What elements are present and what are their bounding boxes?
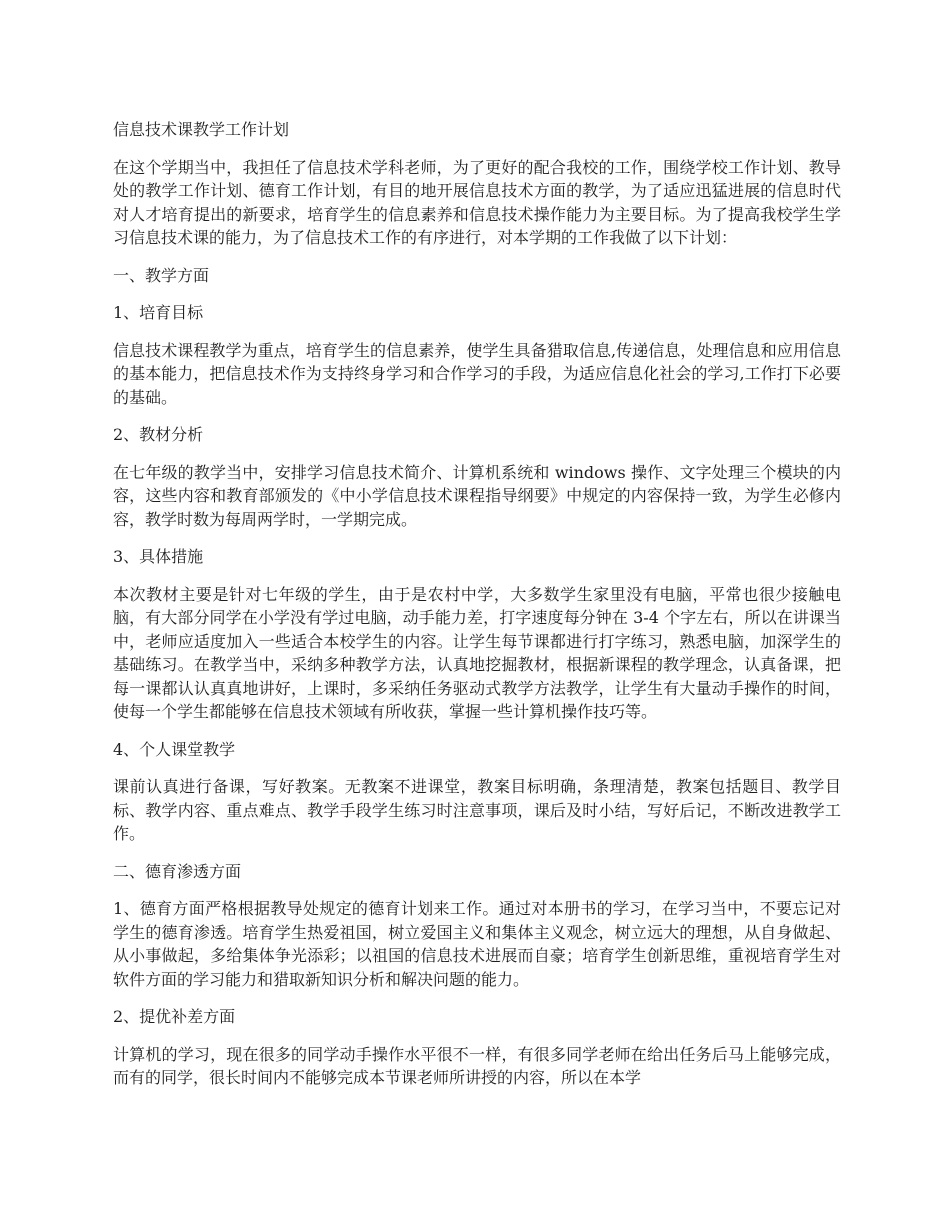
improvement-paragraph: 计算机的学习，现在很多的同学动手操作水平很不一样，有很多同学老师在给出任务后马上能够完成，而有的同学，很长时间内不能够完成本节课老师所讲授的内容，所以在本学 [113,1044,841,1087]
document-title: 信息技术课教学工作计划 [113,120,290,139]
subheading-goals: 1、培育目标 [113,303,204,322]
intro-paragraph: 在这个学期当中，我担任了信息技术学科老师，为了更好的配合我校的工作，围绕学校工作计划、教导处的教学工作计划、德育工作计划，有目的地开展信息技术方面的教学，为了适应迅猛进展的信息时代对人才培育提出的新要求，培育学生的信息素养和信息技术操作能力为主要目标。为了提高我校学生学习信息技术课的能力，为了信息技术工作的有序进行，对本学期的工作我做了以下计划： [113,157,841,247]
subheading-measures: 3、具体措施 [113,547,204,566]
subheading-improvement: 2、提优补差方面 [113,1007,236,1026]
section-heading-moral-education: 二、德育渗透方面 [113,861,242,881]
section-heading-teaching: 一、教学方面 [113,265,210,285]
moral-education-paragraph: 1、德育方面严格根据教导处规定的德育计划来工作。通过对本册书的学习，在学习当中，不要忘记对学生的德育渗透。培育学生热爱祖国，树立爱国主义和集体主义观念，树立远大的理想，从自身做起、从小事做起，多给集体争光添彩；以祖国的信息技术进展而自豪；培育学生创新思维，重视培育学生对软件方面的学习能力和猎取新知识分析和解决问题的能力。 [113,899,841,989]
measures-paragraph: 本次教材主要是针对七年级的学生，由于是农村中学，大多数学生家里没有电脑，平常也很少接触电脑，有大部分同学在小学没有学过电脑，动手能力差，打字速度每分钟在 3-4 个字左右，所以在讲课当中，老师应适度加入一些适合本校学生的内容。让学生每节课都进行打字练习，熟悉电脑，加深学生的基础练习。在教学当中，采纳多种教学方法，认真地挖掘教材，根据新课程的教学理念，认真备课，把每一课都认认真真地讲好，上课时，多采纳任务驱动式教学方法教学，让学生有大量动手操作的时间，使每一个学生都能够在信息技术领域有所收获，掌握一些计算机操作技巧等。 [113,584,841,721]
goals-paragraph: 信息技术课程教学为重点，培育学生的信息素养，使学生具备猎取信息,传递信息，处理信息和应用信息的基本能力，把信息技术作为支持终身学习和合作学习的手段，为适应信息化社会的学习,工作打下必要的基础。 [113,340,841,407]
document-page [113,118,841,1104]
subheading-classroom-teaching: 4、个人课堂教学 [113,739,236,759]
subheading-textbook-analysis: 2、教材分析 [113,425,204,444]
textbook-analysis-paragraph: 在七年级的教学当中，安排学习信息技术简介、计算机系统和 windows 操作、文字处理三个模块的内容，这些内容和教育部颁发的《中小学信息技术课程指导纲要》中规定的内容保持一致，为学生必修内容，教学时数为每周两学时，一学期完成。 [113,462,841,529]
classroom-teaching-paragraph: 课前认真进行备课，写好教案。无教案不进课堂，教案目标明确，条理清楚，教案包括题目、教学目标、教学内容、重点难点、教学手段学生练习时注意事项，课后及时小结，写好后记，不断改进教学工作。 [113,777,841,843]
